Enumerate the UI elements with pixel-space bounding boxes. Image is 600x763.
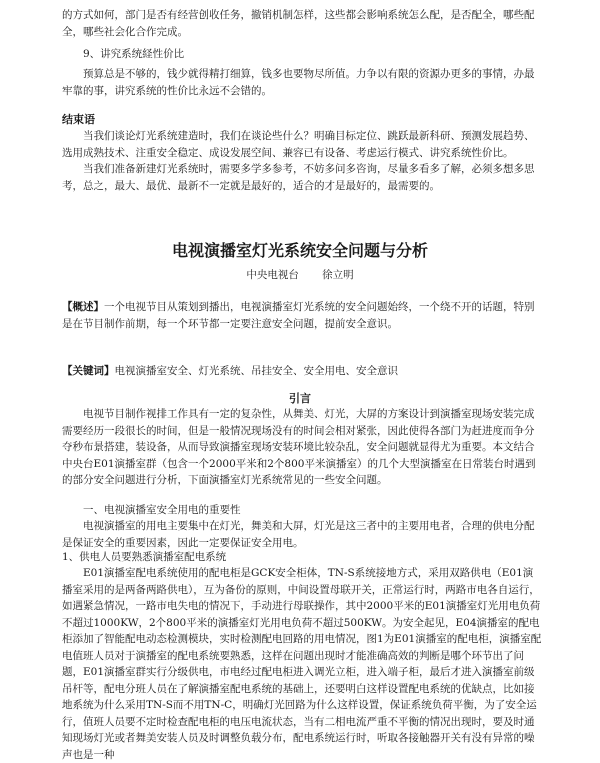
author-name: 徐立明 (322, 269, 354, 281)
section-1-heading: 一、电视演播室安全用电的重要性 (83, 504, 241, 516)
section-1-1-heading: 1、供电人员要熟悉演播室配电系统 (62, 551, 227, 563)
paragraph-system-config: 的方式如何，部门是否有经营创收任务，撤销机制怎样，这些都会影响系统怎么配，是否配全，哪些配全，哪些社会化合作完成。 (62, 9, 535, 38)
conclusion-paragraph-2: 当我们准备新建灯光系统时，需要多学多参考，不妨多问多咨询，尽量多看多了解，必须多想多思考，总之，最大、最优、最新不一定就是最好的，适合的才是最好的，最需要的。 (62, 163, 535, 192)
keywords (62, 363, 542, 380)
list-item-9: 9、讲究系统経性价比 (83, 48, 185, 60)
paragraph-cost-performance: 预算总是不够的，钱少就得精打细算，钱多也要物尽所值。力争以有限的资源办更多的事情，办最牢靠的事，讲究系统的性价比永远不会错的。 (62, 68, 535, 97)
introduction-heading: 引言 (289, 392, 311, 405)
abstract-text: 一个电视节目从策划到播出，电视演播室灯光系统的安全问题始终，一个绕不开的话题，特别是在节目制作前期，每一个环节都一定要注意安全问题，提前安全意识。 (62, 301, 535, 330)
abstract-label: 【概述】 (62, 301, 104, 313)
affiliation: 中央电视台 (246, 269, 299, 281)
conclusion-heading: 结束语 (62, 113, 95, 126)
section-1-1-paragraph: E01演播室配电系统使用的配电柜是GCK安全柜体，TN-S系统接地方式，采用双路供电（E01演播室采用的是两备两路供电），互为备份的原则，中间设置母联开关，正常运行时，两路市电各自运行，如遇紧急情况，一路市电失电的情况下，手动进行母联操作，其中2000平米的E01演播室灯光用电负荷不超过1000KW，2个800平米的演播室灯光用电负荷不超过500KW。为安全起见，E04演播室的配电柜添加了智能配电动态检测模块，实时检测配电回路的用电情况，图1为E01演播室的配电柜，演播室配电值班人员对于演播室的配电系统要熟悉，这样在问题出现时才能准确高效的判断是哪个环节出了问题，E01演播室群实行分级供电，市电经过配电柜进入调光立柜，进入端子柜，最后才进入演播室前级吊杆等，配电分班人员在了解演播室配电系统的基础上，还要明白这样设置配电系统的优缺点，比如接地系统为什么采用TN-S而不用TN-C，明确灯光回路为什么这样设置，保证系统负荷平衡，为了安全运行，值班人员要不定时检查配电柜的电压电流状态，当有二相电流严重不平衡的情况出现时，要及时通知现场灯光或者舞美安装人员及时调整负载分布，配电系统运行时，听取各接触器开关有没有异常的噪声也是一种 (62, 567, 542, 761)
abstract (62, 299, 542, 332)
section-1-paragraph: 电视演播室的用电主要集中在灯光，舞美和大屏，灯光是这三者中的主要用电者，合理的供电分配是保证安全的重要因素，因此一定要保证安全用电。 (62, 520, 535, 549)
article-title: 电视演播室灯光系统安全问题与分析 (171, 241, 428, 260)
author-line (0, 267, 600, 282)
introduction-paragraph: 电视节目制作视排工作具有一定的复杂性，从舞美、灯光，大屏的方案设计到演播室现场安装完成需要经历一段很长的时间，但是一般情况现场没有的时间会相对紧张，因此使得各部门为赶进度而争分夺秒布景搭建，装设备，从而导致演播室现场安装环境比较杂乱，安全问题就显得尤为重要。本文结合中央台E01演播室群（包含一个2000平米和2个800平米演播室）的几个大型演播室在日常装台时遇到的部分安全问题进行分析，下面演播室灯光系统常见的一些安全问题。 (62, 408, 536, 486)
keywords-text: 电视演播室安全、灯光系统、吊挂安全、安全用电、安全意识 (114, 365, 398, 377)
conclusion-paragraph-1: 当我们谈论灯光系统建造时，我们在谈论些什么？明确目标定位、跳跃最新科研、预测发展趋势、选用成熟技术、注重安全稳定、成设发展空间、兼容已有设备、考虑运行模式、讲究系统性价比。 (62, 130, 535, 159)
keywords-label: 【关键词】 (62, 365, 115, 377)
